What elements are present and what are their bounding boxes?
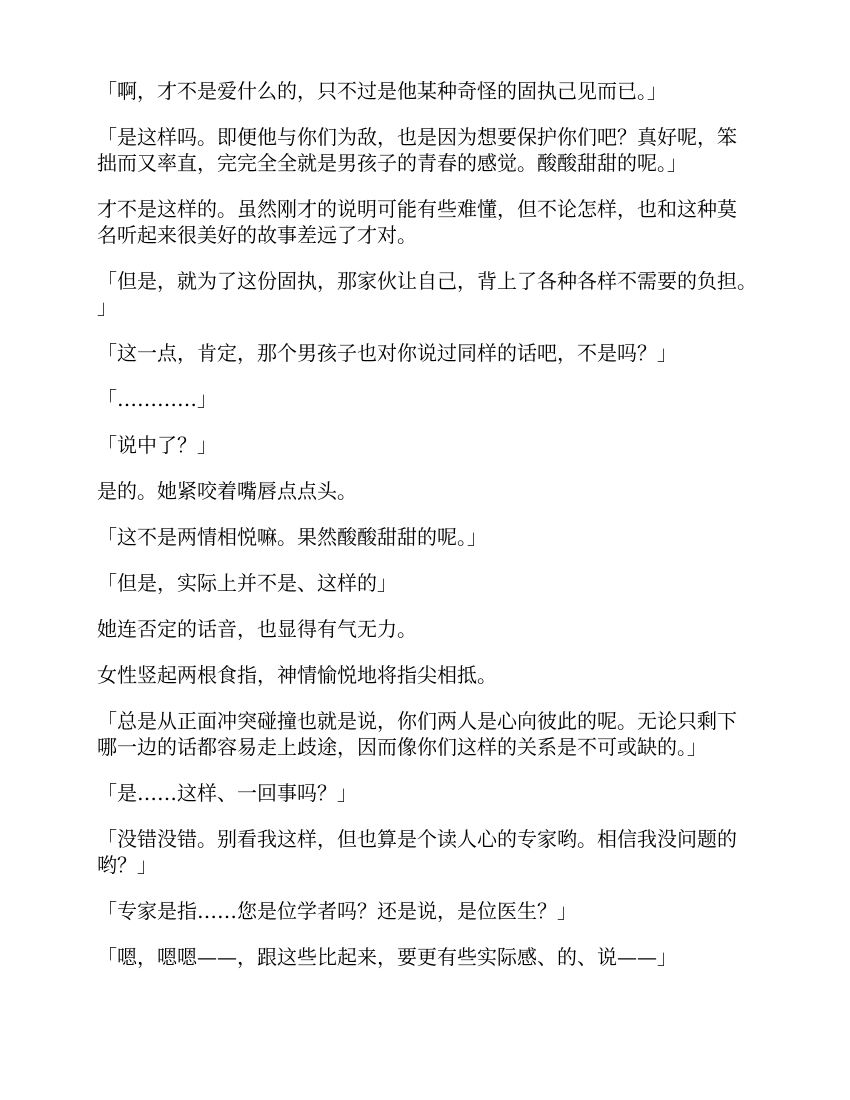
document-page xyxy=(97,78,753,990)
paragraph-1: 「啊，才不是爱什么的，只不过是他某种奇怪的固执己见而已。」 xyxy=(97,79,667,103)
paragraph-12: 女性竖起两根食指，神情愉悦地将指尖相抵。 xyxy=(97,663,497,687)
paragraph-16: 「专家是指……您是位学者吗？还是说，是位医生？」 xyxy=(97,899,577,923)
paragraph-8: 是的。她紧咬着嘴唇点点头。 xyxy=(97,479,357,503)
paragraph-13: 「总是从正面冲突碰撞也就是说，你们两人是心向彼此的呢。无论只剩下哪一边的话都容易走上歧途，因而像你们这样的关系是不可或缺的。」 xyxy=(97,709,737,759)
paragraph-3: 才不是这样的。虽然刚才的说明可能有些难懂，但不论怎样，也和这种莫名听起来很美好的故事差远了才对。 xyxy=(97,197,737,247)
paragraph-10: 「但是，实际上并不是、这样的」 xyxy=(97,571,397,595)
paragraph-9: 「这不是两情相悦嘛。果然酸酸甜甜的呢。」 xyxy=(97,525,487,549)
paragraph-5: 「这一点，肯定，那个男孩子也对你说过同样的话吧，不是吗？」 xyxy=(97,341,677,365)
paragraph-17: 「嗯，嗯嗯——，跟这些比起来，要更有些实际感、的、说——」 xyxy=(97,945,677,969)
paragraph-15: 「没错没错。别看我这样，但也算是个读人心的专家哟。相信我没问题的哟？」 xyxy=(97,827,737,877)
paragraph-11: 她连否定的话音，也显得有气无力。 xyxy=(97,617,417,641)
paragraph-2: 「是这样吗。即便他与你们为敌，也是因为想要保护你们吧？真好呢，笨拙而又率直，完完全全就是男孩子的青春的感觉。酸酸甜甜的呢。」 xyxy=(97,125,737,175)
paragraph-6: 「…………」 xyxy=(97,387,217,411)
paragraph-7: 「说中了？」 xyxy=(97,433,217,457)
paragraph-14: 「是……这样、一回事吗？」 xyxy=(97,781,357,805)
paragraph-4: 「但是，就为了这份固执，那家伙让自己，背上了各种各样不需要的负担。」 xyxy=(97,269,747,319)
